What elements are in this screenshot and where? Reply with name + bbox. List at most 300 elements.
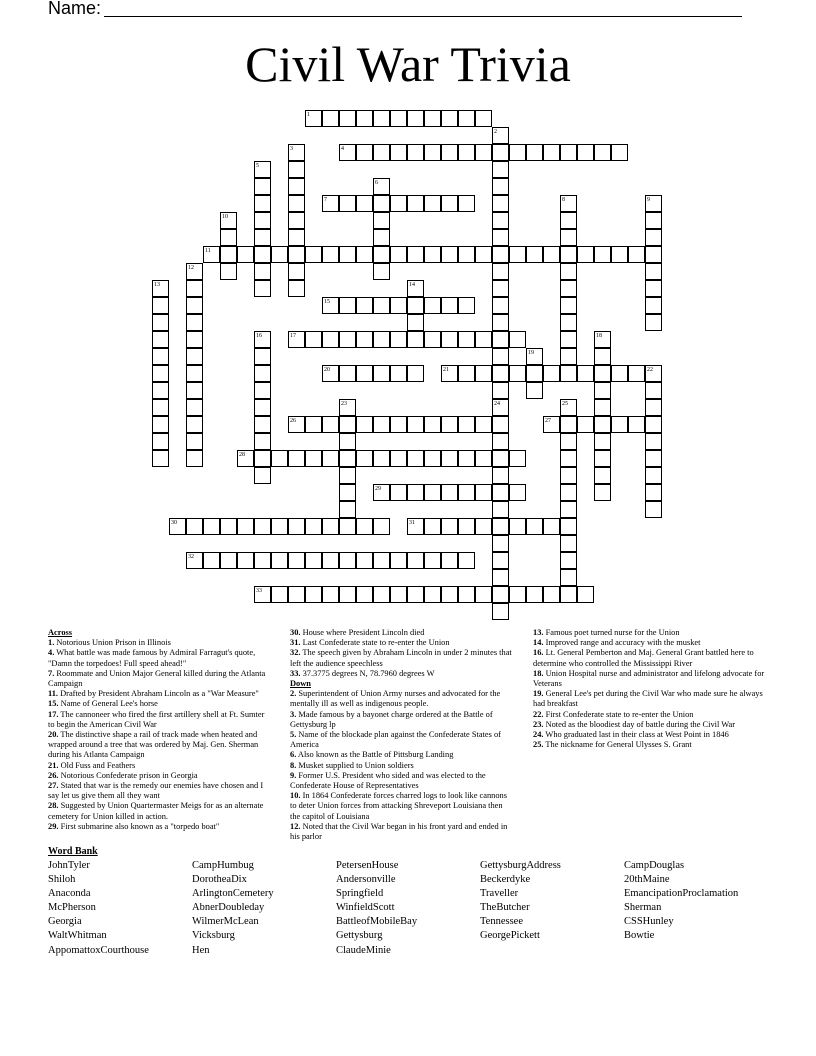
grid-cell[interactable] [543, 365, 560, 382]
grid-cell[interactable] [441, 246, 458, 263]
grid-cell[interactable] [645, 450, 662, 467]
grid-cell[interactable] [628, 246, 645, 263]
grid-cell[interactable] [407, 484, 424, 501]
grid-cell[interactable] [186, 314, 203, 331]
grid-cell[interactable] [356, 416, 373, 433]
grid-cell[interactable] [373, 484, 390, 501]
grid-cell[interactable] [560, 365, 577, 382]
grid-cell[interactable] [577, 416, 594, 433]
grid-cell[interactable] [560, 501, 577, 518]
grid-cell[interactable] [492, 569, 509, 586]
grid-cell[interactable] [407, 195, 424, 212]
grid-cell[interactable] [441, 110, 458, 127]
grid-cell[interactable] [322, 195, 339, 212]
grid-cell[interactable] [492, 467, 509, 484]
grid-cell[interactable] [560, 348, 577, 365]
grid-cell[interactable] [356, 450, 373, 467]
grid-cell[interactable] [577, 365, 594, 382]
grid-cell[interactable] [543, 518, 560, 535]
grid-cell[interactable] [339, 331, 356, 348]
grid-cell[interactable] [254, 280, 271, 297]
grid-cell[interactable] [288, 246, 305, 263]
grid-cell[interactable] [390, 195, 407, 212]
grid-cell[interactable] [645, 280, 662, 297]
grid-cell[interactable] [509, 331, 526, 348]
grid-cell[interactable] [509, 450, 526, 467]
grid-cell[interactable] [594, 450, 611, 467]
grid-cell[interactable] [594, 382, 611, 399]
grid-cell[interactable] [458, 518, 475, 535]
grid-cell[interactable] [152, 280, 169, 297]
grid-cell[interactable] [407, 246, 424, 263]
grid-cell[interactable] [441, 450, 458, 467]
grid-cell[interactable] [254, 331, 271, 348]
grid-cell[interactable] [339, 467, 356, 484]
grid-cell[interactable] [322, 552, 339, 569]
grid-cell[interactable] [237, 518, 254, 535]
grid-cell[interactable] [509, 144, 526, 161]
grid-cell[interactable] [560, 552, 577, 569]
grid-cell[interactable] [645, 467, 662, 484]
grid-cell[interactable] [560, 263, 577, 280]
grid-cell[interactable] [424, 586, 441, 603]
grid-cell[interactable] [407, 552, 424, 569]
grid-cell[interactable] [339, 450, 356, 467]
grid-cell[interactable] [356, 586, 373, 603]
grid-cell[interactable] [560, 331, 577, 348]
grid-cell[interactable] [339, 433, 356, 450]
grid-cell[interactable] [288, 331, 305, 348]
grid-cell[interactable] [152, 450, 169, 467]
grid-cell[interactable] [509, 365, 526, 382]
grid-cell[interactable] [339, 195, 356, 212]
grid-cell[interactable] [373, 263, 390, 280]
grid-cell[interactable] [271, 450, 288, 467]
grid-cell[interactable] [305, 416, 322, 433]
grid-cell[interactable] [152, 433, 169, 450]
grid-cell[interactable] [560, 416, 577, 433]
grid-cell[interactable] [254, 467, 271, 484]
grid-cell[interactable] [492, 178, 509, 195]
grid-cell[interactable] [390, 110, 407, 127]
grid-cell[interactable] [407, 110, 424, 127]
grid-cell[interactable] [288, 280, 305, 297]
grid-cell[interactable] [560, 450, 577, 467]
grid-cell[interactable] [560, 280, 577, 297]
grid-cell[interactable] [560, 212, 577, 229]
grid-cell[interactable] [577, 586, 594, 603]
grid-cell[interactable] [373, 229, 390, 246]
grid-cell[interactable] [169, 518, 186, 535]
grid-cell[interactable] [594, 433, 611, 450]
grid-cell[interactable] [339, 246, 356, 263]
grid-cell[interactable] [254, 195, 271, 212]
grid-cell[interactable] [152, 297, 169, 314]
grid-cell[interactable] [407, 586, 424, 603]
grid-cell[interactable] [509, 484, 526, 501]
grid-cell[interactable] [577, 144, 594, 161]
grid-cell[interactable] [543, 144, 560, 161]
grid-cell[interactable] [458, 110, 475, 127]
grid-cell[interactable] [475, 246, 492, 263]
grid-cell[interactable] [543, 586, 560, 603]
grid-cell[interactable] [322, 416, 339, 433]
grid-cell[interactable] [288, 552, 305, 569]
grid-cell[interactable] [254, 365, 271, 382]
grid-cell[interactable] [271, 246, 288, 263]
grid-cell[interactable] [441, 195, 458, 212]
grid-cell[interactable] [373, 416, 390, 433]
grid-cell[interactable] [424, 484, 441, 501]
grid-cell[interactable] [390, 365, 407, 382]
grid-cell[interactable] [305, 552, 322, 569]
grid-cell[interactable] [407, 518, 424, 535]
grid-cell[interactable] [458, 450, 475, 467]
grid-cell[interactable] [424, 450, 441, 467]
grid-cell[interactable] [356, 195, 373, 212]
grid-cell[interactable] [492, 229, 509, 246]
grid-cell[interactable] [492, 280, 509, 297]
grid-cell[interactable] [254, 246, 271, 263]
grid-cell[interactable] [441, 144, 458, 161]
grid-cell[interactable] [560, 467, 577, 484]
grid-cell[interactable] [220, 229, 237, 246]
grid-cell[interactable] [322, 110, 339, 127]
grid-cell[interactable] [305, 110, 322, 127]
grid-cell[interactable] [186, 263, 203, 280]
grid-cell[interactable] [492, 501, 509, 518]
grid-cell[interactable] [441, 331, 458, 348]
grid-cell[interactable] [407, 416, 424, 433]
grid-cell[interactable] [492, 195, 509, 212]
grid-cell[interactable] [339, 110, 356, 127]
grid-cell[interactable] [475, 518, 492, 535]
grid-cell[interactable] [288, 212, 305, 229]
grid-cell[interactable] [645, 297, 662, 314]
grid-cell[interactable] [407, 365, 424, 382]
grid-cell[interactable] [424, 416, 441, 433]
grid-cell[interactable] [373, 331, 390, 348]
grid-cell[interactable] [203, 518, 220, 535]
grid-cell[interactable] [492, 127, 509, 144]
grid-cell[interactable] [577, 246, 594, 263]
grid-cell[interactable] [543, 416, 560, 433]
grid-cell[interactable] [492, 161, 509, 178]
grid-cell[interactable] [492, 603, 509, 620]
grid-cell[interactable] [186, 365, 203, 382]
grid-cell[interactable] [424, 518, 441, 535]
grid-cell[interactable] [424, 195, 441, 212]
grid-cell[interactable] [186, 518, 203, 535]
grid-cell[interactable] [407, 331, 424, 348]
grid-cell[interactable] [407, 297, 424, 314]
grid-cell[interactable] [526, 365, 543, 382]
grid-cell[interactable] [152, 331, 169, 348]
grid-cell[interactable] [594, 144, 611, 161]
grid-cell[interactable] [424, 331, 441, 348]
grid-cell[interactable] [475, 586, 492, 603]
grid-cell[interactable] [390, 484, 407, 501]
grid-cell[interactable] [305, 450, 322, 467]
grid-cell[interactable] [424, 246, 441, 263]
grid-cell[interactable] [186, 280, 203, 297]
grid-cell[interactable] [186, 382, 203, 399]
grid-cell[interactable] [492, 331, 509, 348]
grid-cell[interactable] [390, 331, 407, 348]
grid-cell[interactable] [288, 263, 305, 280]
grid-cell[interactable] [356, 144, 373, 161]
grid-cell[interactable] [373, 297, 390, 314]
grid-cell[interactable] [254, 416, 271, 433]
grid-cell[interactable] [645, 314, 662, 331]
grid-cell[interactable] [373, 246, 390, 263]
grid-cell[interactable] [373, 195, 390, 212]
grid-cell[interactable] [390, 246, 407, 263]
grid-cell[interactable] [458, 246, 475, 263]
grid-cell[interactable] [611, 365, 628, 382]
grid-cell[interactable] [594, 399, 611, 416]
grid-cell[interactable] [186, 297, 203, 314]
grid-cell[interactable] [509, 518, 526, 535]
grid-cell[interactable] [339, 484, 356, 501]
grid-cell[interactable] [390, 450, 407, 467]
grid-cell[interactable] [645, 263, 662, 280]
grid-cell[interactable] [645, 501, 662, 518]
grid-cell[interactable] [441, 552, 458, 569]
grid-cell[interactable] [220, 246, 237, 263]
grid-cell[interactable] [424, 110, 441, 127]
grid-cell[interactable] [628, 365, 645, 382]
grid-cell[interactable] [560, 144, 577, 161]
grid-cell[interactable] [390, 586, 407, 603]
grid-cell[interactable] [288, 586, 305, 603]
grid-cell[interactable] [594, 331, 611, 348]
grid-cell[interactable] [152, 365, 169, 382]
grid-cell[interactable] [152, 399, 169, 416]
grid-cell[interactable] [186, 348, 203, 365]
grid-cell[interactable] [543, 246, 560, 263]
grid-cell[interactable] [441, 297, 458, 314]
grid-cell[interactable] [645, 416, 662, 433]
grid-cell[interactable] [152, 314, 169, 331]
grid-cell[interactable] [322, 365, 339, 382]
grid-cell[interactable] [186, 433, 203, 450]
grid-cell[interactable] [237, 552, 254, 569]
grid-cell[interactable] [322, 450, 339, 467]
grid-cell[interactable] [186, 416, 203, 433]
grid-cell[interactable] [645, 382, 662, 399]
grid-cell[interactable] [645, 212, 662, 229]
grid-cell[interactable] [339, 399, 356, 416]
grid-cell[interactable] [475, 110, 492, 127]
grid-cell[interactable] [526, 246, 543, 263]
grid-cell[interactable] [203, 552, 220, 569]
grid-cell[interactable] [339, 552, 356, 569]
grid-cell[interactable] [645, 229, 662, 246]
grid-cell[interactable] [356, 518, 373, 535]
grid-cell[interactable] [339, 416, 356, 433]
grid-cell[interactable] [390, 144, 407, 161]
grid-cell[interactable] [441, 484, 458, 501]
grid-cell[interactable] [560, 195, 577, 212]
grid-cell[interactable] [390, 416, 407, 433]
grid-cell[interactable] [526, 518, 543, 535]
grid-cell[interactable] [526, 144, 543, 161]
grid-cell[interactable] [594, 416, 611, 433]
grid-cell[interactable] [560, 535, 577, 552]
grid-cell[interactable] [594, 484, 611, 501]
grid-cell[interactable] [254, 348, 271, 365]
grid-cell[interactable] [492, 416, 509, 433]
grid-cell[interactable] [492, 586, 509, 603]
grid-cell[interactable] [322, 246, 339, 263]
grid-cell[interactable] [322, 297, 339, 314]
grid-cell[interactable] [356, 110, 373, 127]
grid-cell[interactable] [458, 416, 475, 433]
grid-cell[interactable] [305, 246, 322, 263]
grid-cell[interactable] [220, 212, 237, 229]
grid-cell[interactable] [594, 467, 611, 484]
grid-cell[interactable] [373, 518, 390, 535]
grid-cell[interactable] [203, 246, 220, 263]
grid-cell[interactable] [594, 365, 611, 382]
grid-cell[interactable] [458, 144, 475, 161]
grid-cell[interactable] [254, 518, 271, 535]
grid-cell[interactable] [237, 246, 254, 263]
grid-cell[interactable] [373, 586, 390, 603]
grid-cell[interactable] [560, 433, 577, 450]
grid-cell[interactable] [356, 246, 373, 263]
grid-cell[interactable] [458, 586, 475, 603]
grid-cell[interactable] [526, 382, 543, 399]
grid-cell[interactable] [339, 365, 356, 382]
grid-cell[interactable] [560, 297, 577, 314]
grid-cell[interactable] [152, 348, 169, 365]
grid-cell[interactable] [458, 552, 475, 569]
grid-cell[interactable] [322, 518, 339, 535]
grid-cell[interactable] [271, 518, 288, 535]
grid-cell[interactable] [220, 552, 237, 569]
grid-cell[interactable] [492, 535, 509, 552]
grid-cell[interactable] [645, 365, 662, 382]
grid-cell[interactable] [492, 484, 509, 501]
grid-cell[interactable] [560, 569, 577, 586]
grid-cell[interactable] [288, 161, 305, 178]
grid-cell[interactable] [560, 518, 577, 535]
grid-cell[interactable] [594, 348, 611, 365]
grid-cell[interactable] [458, 297, 475, 314]
grid-cell[interactable] [407, 314, 424, 331]
grid-cell[interactable] [254, 229, 271, 246]
grid-cell[interactable] [220, 263, 237, 280]
grid-cell[interactable] [339, 501, 356, 518]
grid-cell[interactable] [288, 416, 305, 433]
grid-cell[interactable] [441, 586, 458, 603]
grid-cell[interactable] [373, 144, 390, 161]
grid-cell[interactable] [509, 586, 526, 603]
grid-cell[interactable] [373, 365, 390, 382]
grid-cell[interactable] [492, 144, 509, 161]
grid-cell[interactable] [186, 450, 203, 467]
grid-cell[interactable] [356, 552, 373, 569]
grid-cell[interactable] [254, 586, 271, 603]
grid-cell[interactable] [458, 331, 475, 348]
grid-cell[interactable] [254, 161, 271, 178]
grid-cell[interactable] [611, 144, 628, 161]
grid-cell[interactable] [475, 144, 492, 161]
grid-cell[interactable] [560, 314, 577, 331]
grid-cell[interactable] [152, 416, 169, 433]
grid-cell[interactable] [441, 365, 458, 382]
grid-cell[interactable] [271, 552, 288, 569]
grid-cell[interactable] [492, 518, 509, 535]
grid-cell[interactable] [492, 450, 509, 467]
grid-cell[interactable] [645, 399, 662, 416]
grid-cell[interactable] [492, 246, 509, 263]
grid-cell[interactable] [441, 416, 458, 433]
grid-cell[interactable] [339, 518, 356, 535]
grid-cell[interactable] [339, 144, 356, 161]
grid-cell[interactable] [373, 212, 390, 229]
grid-cell[interactable] [407, 144, 424, 161]
grid-cell[interactable] [254, 212, 271, 229]
grid-cell[interactable] [560, 399, 577, 416]
grid-cell[interactable] [560, 246, 577, 263]
grid-cell[interactable] [186, 552, 203, 569]
grid-cell[interactable] [288, 229, 305, 246]
grid-cell[interactable] [254, 399, 271, 416]
grid-cell[interactable] [492, 365, 509, 382]
grid-cell[interactable] [407, 450, 424, 467]
grid-cell[interactable] [356, 331, 373, 348]
grid-cell[interactable] [322, 331, 339, 348]
grid-cell[interactable] [288, 518, 305, 535]
grid-cell[interactable] [441, 518, 458, 535]
grid-cell[interactable] [305, 518, 322, 535]
grid-cell[interactable] [254, 382, 271, 399]
grid-cell[interactable] [288, 195, 305, 212]
grid-cell[interactable] [492, 382, 509, 399]
grid-cell[interactable] [288, 178, 305, 195]
grid-cell[interactable] [322, 586, 339, 603]
grid-cell[interactable] [288, 144, 305, 161]
grid-cell[interactable] [186, 331, 203, 348]
grid-cell[interactable] [305, 331, 322, 348]
grid-cell[interactable] [254, 450, 271, 467]
grid-cell[interactable] [492, 297, 509, 314]
grid-cell[interactable] [492, 263, 509, 280]
grid-cell[interactable] [254, 552, 271, 569]
grid-cell[interactable] [356, 297, 373, 314]
grid-cell[interactable] [390, 552, 407, 569]
grid-cell[interactable] [475, 365, 492, 382]
grid-cell[interactable] [645, 484, 662, 501]
grid-cell[interactable] [560, 586, 577, 603]
grid-cell[interactable] [492, 348, 509, 365]
grid-cell[interactable] [373, 552, 390, 569]
grid-cell[interactable] [339, 297, 356, 314]
grid-cell[interactable] [458, 365, 475, 382]
grid-cell[interactable] [526, 348, 543, 365]
grid-cell[interactable] [339, 586, 356, 603]
grid-cell[interactable] [594, 246, 611, 263]
grid-cell[interactable] [186, 399, 203, 416]
grid-cell[interactable] [152, 382, 169, 399]
grid-cell[interactable] [458, 195, 475, 212]
grid-cell[interactable] [458, 484, 475, 501]
grid-cell[interactable] [237, 450, 254, 467]
grid-cell[interactable] [407, 280, 424, 297]
